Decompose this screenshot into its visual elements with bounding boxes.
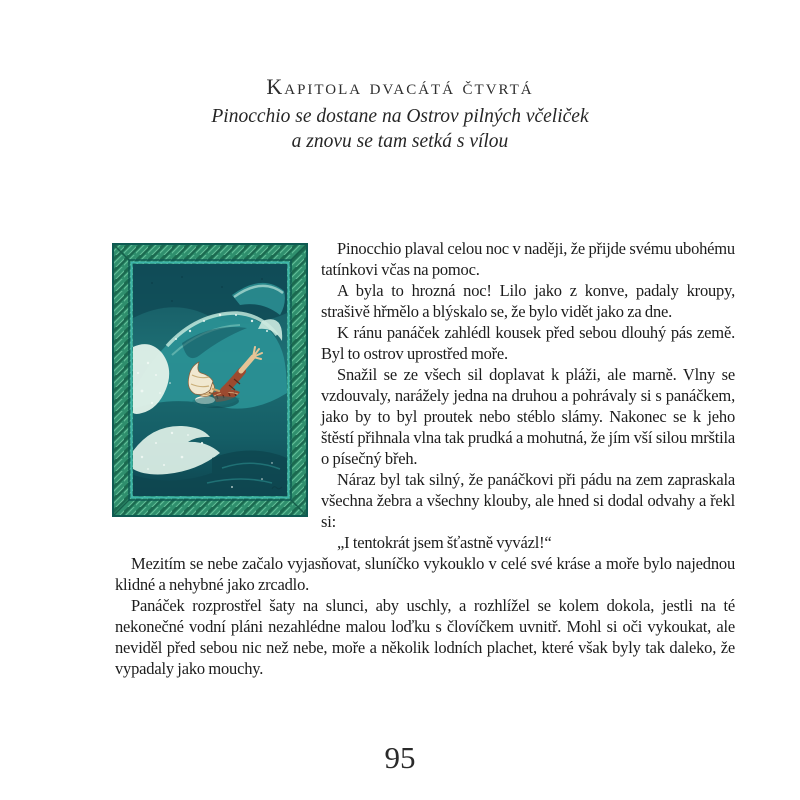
paragraph: Panáček rozprostřel šaty na slunci, aby uschly, a rozhlížel se kolem dokola, jestli na té nekonečné vodní pláni nezahlédne malou loďku s človíčkem uvnitř. Mohl si oči vykoukat, ale neviděl před sebou nic než nebe, moře a několik lodních plachet, které však byly tak daleko, že vypadaly jako mouchy. [115, 596, 735, 678]
paragraph: Snažil se ze všech sil doplavat k pláži, ale marně. Vlny se vzdouvaly, narážely jedna na druhou a pohrávaly si s panáčkem, jako by to byl proutek nebo stéblo slámy. Nakonec se k jeho štěstí přihnala vlna tak prudká a mohutná, že jím vší silou mrštila o písečný břeh. [321, 365, 735, 468]
sea-waves [133, 264, 287, 496]
paragraph: Náraz byl tak silný, že panáčkovi při pádu na zem zapraskala všechna žebra a všechny klouby, ale hned si dodal odvahy a řekl si: [321, 470, 735, 531]
paragraph: Pinocchio plaval celou noc v naději, že přijde svému ubohému tatínkovi včas na pomoc. [321, 239, 735, 279]
body-text [115, 238, 735, 679]
paragraph-quote: „I tentokrát jsem šťastně vyvázl!“ [337, 533, 552, 552]
paragraph: A byla to hrozná noc! Lilo jako z konve, padaly kroupy, strašivě hřmělo a blýskalo se, že bylo vidět jako za dne. [321, 281, 735, 321]
page-number: 95 [384, 740, 416, 775]
paragraph: Mezitím se nebe začalo vyjasňovat, sluníčko vykouklo v celé své kráse a moře bylo najednou klidné a nehybné jako zrcadlo. [115, 554, 735, 594]
illustration-pinocchio-swimming [112, 243, 308, 517]
chapter-title: Kapitola dvacátá čtvrtá [266, 74, 534, 99]
chapter-subtitle-line1: Pinocchio se dostane na Ostrov pilných včeliček [211, 106, 589, 127]
pinocchio-sea-illustration [112, 243, 308, 517]
chapter-subtitle [0, 104, 800, 154]
paragraph: K ránu panáček zahlédl kousek před sebou dlouhý pás země. Byl to ostrov uprostřed moře. [321, 323, 735, 363]
chapter-subtitle-line2: a znovu se tam setká s vílou [291, 131, 509, 152]
